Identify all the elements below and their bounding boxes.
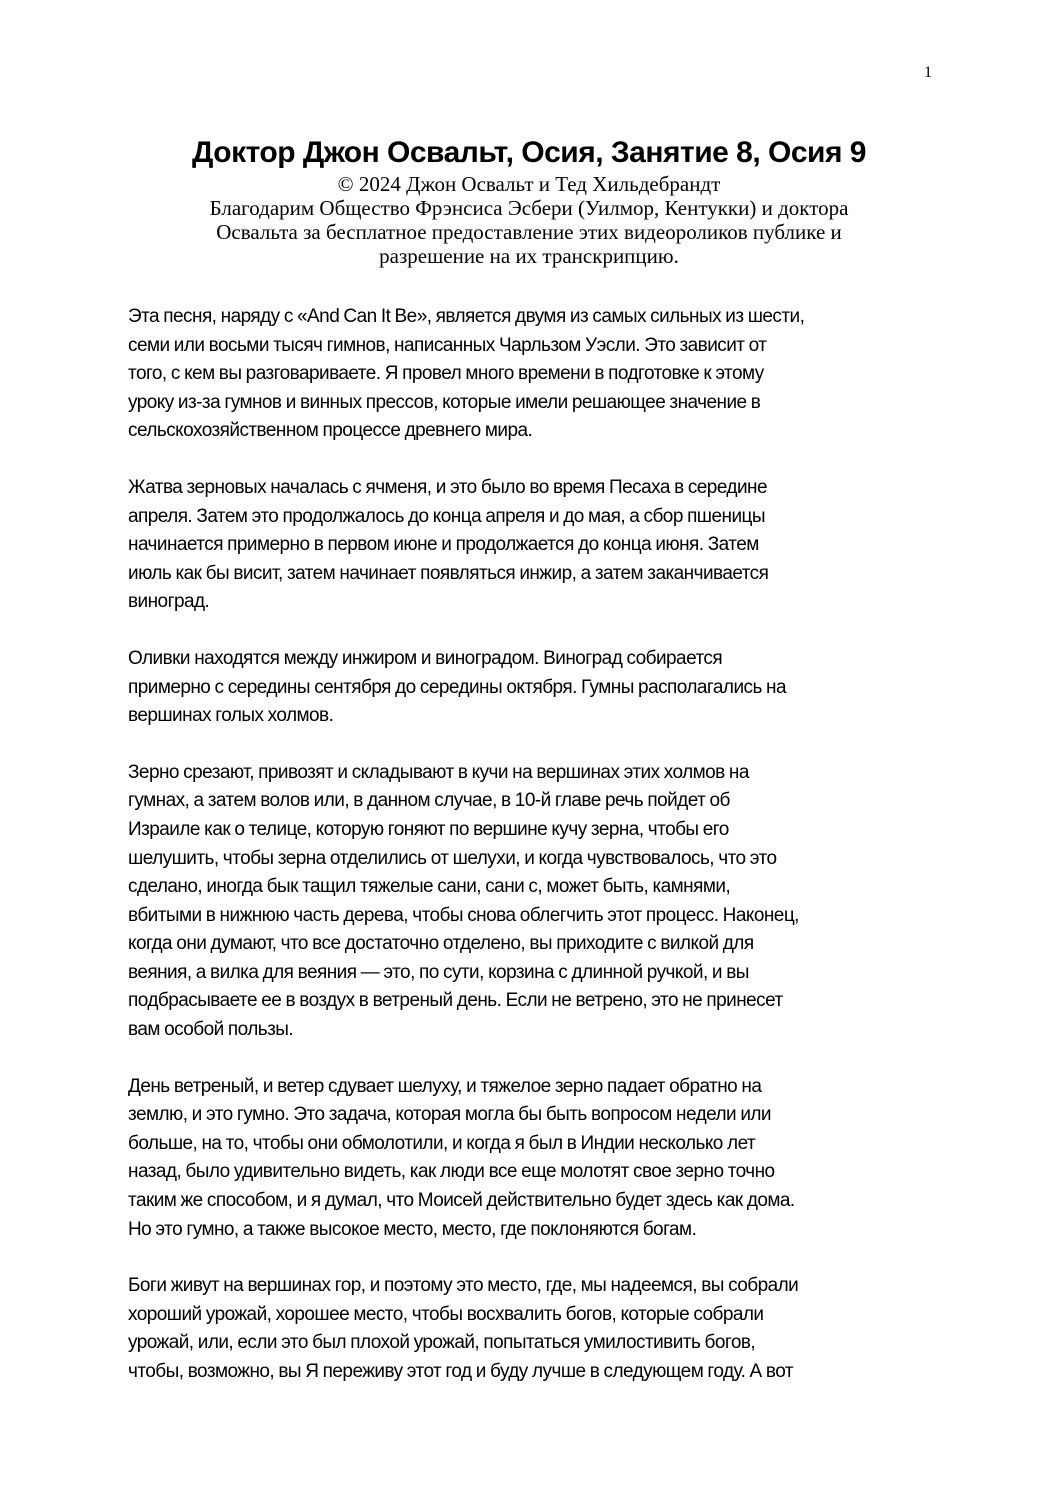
text-line: подбрасываете ее в воздух в ветреный день. Если не ветрено, это не принесет: [128, 990, 783, 1012]
acknowledgment-line: Благодарим Общество Фрэнсиса Эсбери (Уилмор, Кентукки) и доктора: [209, 196, 849, 220]
acknowledgment-line: Освальта за бесплатное предоставление этих видеороликов публике и: [216, 220, 842, 244]
text-line: землю, и это гумно. Это задача, которая могла бы быть вопросом недели или: [128, 1104, 771, 1126]
paragraph: [128, 1073, 940, 1245]
text-line: примерно с середины сентября до середины октября. Гумны располагались на: [128, 676, 786, 698]
text-line: апреля. Затем это продолжалось до конца апреля и до мая, а сбор пшеницы: [128, 505, 765, 527]
text-line: хороший урожай, хорошее место, чтобы восхвалить богов, которые собрали: [128, 1303, 764, 1325]
paragraph: [128, 1272, 940, 1386]
text-line: Жатва зерновых началась с ячменя, и это было во время Песаха в середине: [128, 476, 767, 498]
text-line: того, с кем вы разговариваете. Я провел много времени в подготовке к этому: [128, 363, 764, 385]
text-line: День ветреный, и ветер сдувает шелуху, и тяжелое зерно падает обратно на: [128, 1075, 762, 1097]
acknowledgment-line: разрешение на их транскрипцию.: [379, 244, 679, 268]
text-line: начинается примерно в первом июне и продолжается до конца июня. Затем: [128, 534, 759, 556]
paragraph: [128, 759, 940, 1045]
paragraph: [128, 474, 940, 617]
text-line: июль как бы висит, затем начинает появляться инжир, а затем заканчивается: [128, 562, 769, 584]
page-number: 1: [924, 64, 932, 81]
text-line: чтобы, возможно, вы Я переживу этот год и буду лучше в следующем году. А вот: [128, 1361, 793, 1382]
text-line: урожай, или, если это был плохой урожай, попытаться умилостивить богов,: [128, 1332, 756, 1354]
text-line: Оливки находятся между инжиром и виноградом. Виноград собирается: [128, 647, 723, 669]
text-line: вбитыми в нижнюю часть дерева, чтобы снова облегчить этот процесс. Наконец,: [128, 904, 799, 926]
text-line: больше, на то, чтобы они обмолотили, и когда я был в Индии несколько лет: [128, 1132, 756, 1154]
text-line: сельскохозяйственном процессе древнего мира.: [128, 420, 533, 442]
text-line: назад, было удивительно видеть, как люди все еще молотят свое зерно точно: [128, 1161, 775, 1183]
text-line: Но это гумно, а также высокое место, место, где поклоняются богам.: [128, 1218, 697, 1240]
text-line: шелушить, чтобы зерна отделились от шелухи, и когда чувствовалось, что это: [128, 847, 777, 869]
text-line: сделано, иногда бык тащил тяжелые сани, сани с, может быть, камнями,: [128, 876, 731, 898]
text-line: вершинах голых холмов.: [128, 705, 334, 727]
text-line: гумнах, а затем волов или, в данном случае, в 10-й главе речь пойдет об: [128, 790, 730, 812]
text-line: уроку из-за гумнов и винных прессов, которые имели решающее значение в: [128, 391, 761, 413]
text-line: веяния, а вилка для веяния — это, по сути, корзина с длинной ручкой, и вы: [128, 961, 749, 983]
document-title: Доктор Джон Освальт, Осия, Занятие 8, Осия 9: [192, 136, 866, 169]
text-line: Боги живут на вершинах гор, и поэтому это место, где, мы надеемся, вы собрали: [128, 1275, 799, 1297]
text-line: Зерно срезают, привозят и складывают в кучи на вершинах этих холмов на: [128, 761, 749, 783]
document-header: [128, 134, 930, 268]
text-line: таким же способом, и я думал, что Моисей действительно будет здесь как дома.: [128, 1190, 795, 1212]
copyright-line: © 2024 Джон Освальт и Тед Хильдебрандт: [337, 172, 721, 196]
text-line: когда они думают, что все достаточно отделено, вы приходите с вилкой для: [128, 933, 754, 955]
text-line: Эта песня, наряду с «And Can It Be», является двумя из самых сильных из шести,: [128, 306, 805, 327]
text-line: вам особой пользы.: [128, 1019, 294, 1041]
text-line: семи или восьми тысяч гимнов, написанных Чарльзом Уэсли. Это зависит от: [128, 334, 767, 356]
text-line: Израиле как о телице, которую гоняют по вершине кучу зерна, чтобы его: [128, 818, 729, 840]
document-body: [128, 303, 940, 1415]
paragraph: [128, 303, 940, 446]
text-line: виноград.: [128, 591, 210, 613]
paragraph: [128, 645, 940, 731]
